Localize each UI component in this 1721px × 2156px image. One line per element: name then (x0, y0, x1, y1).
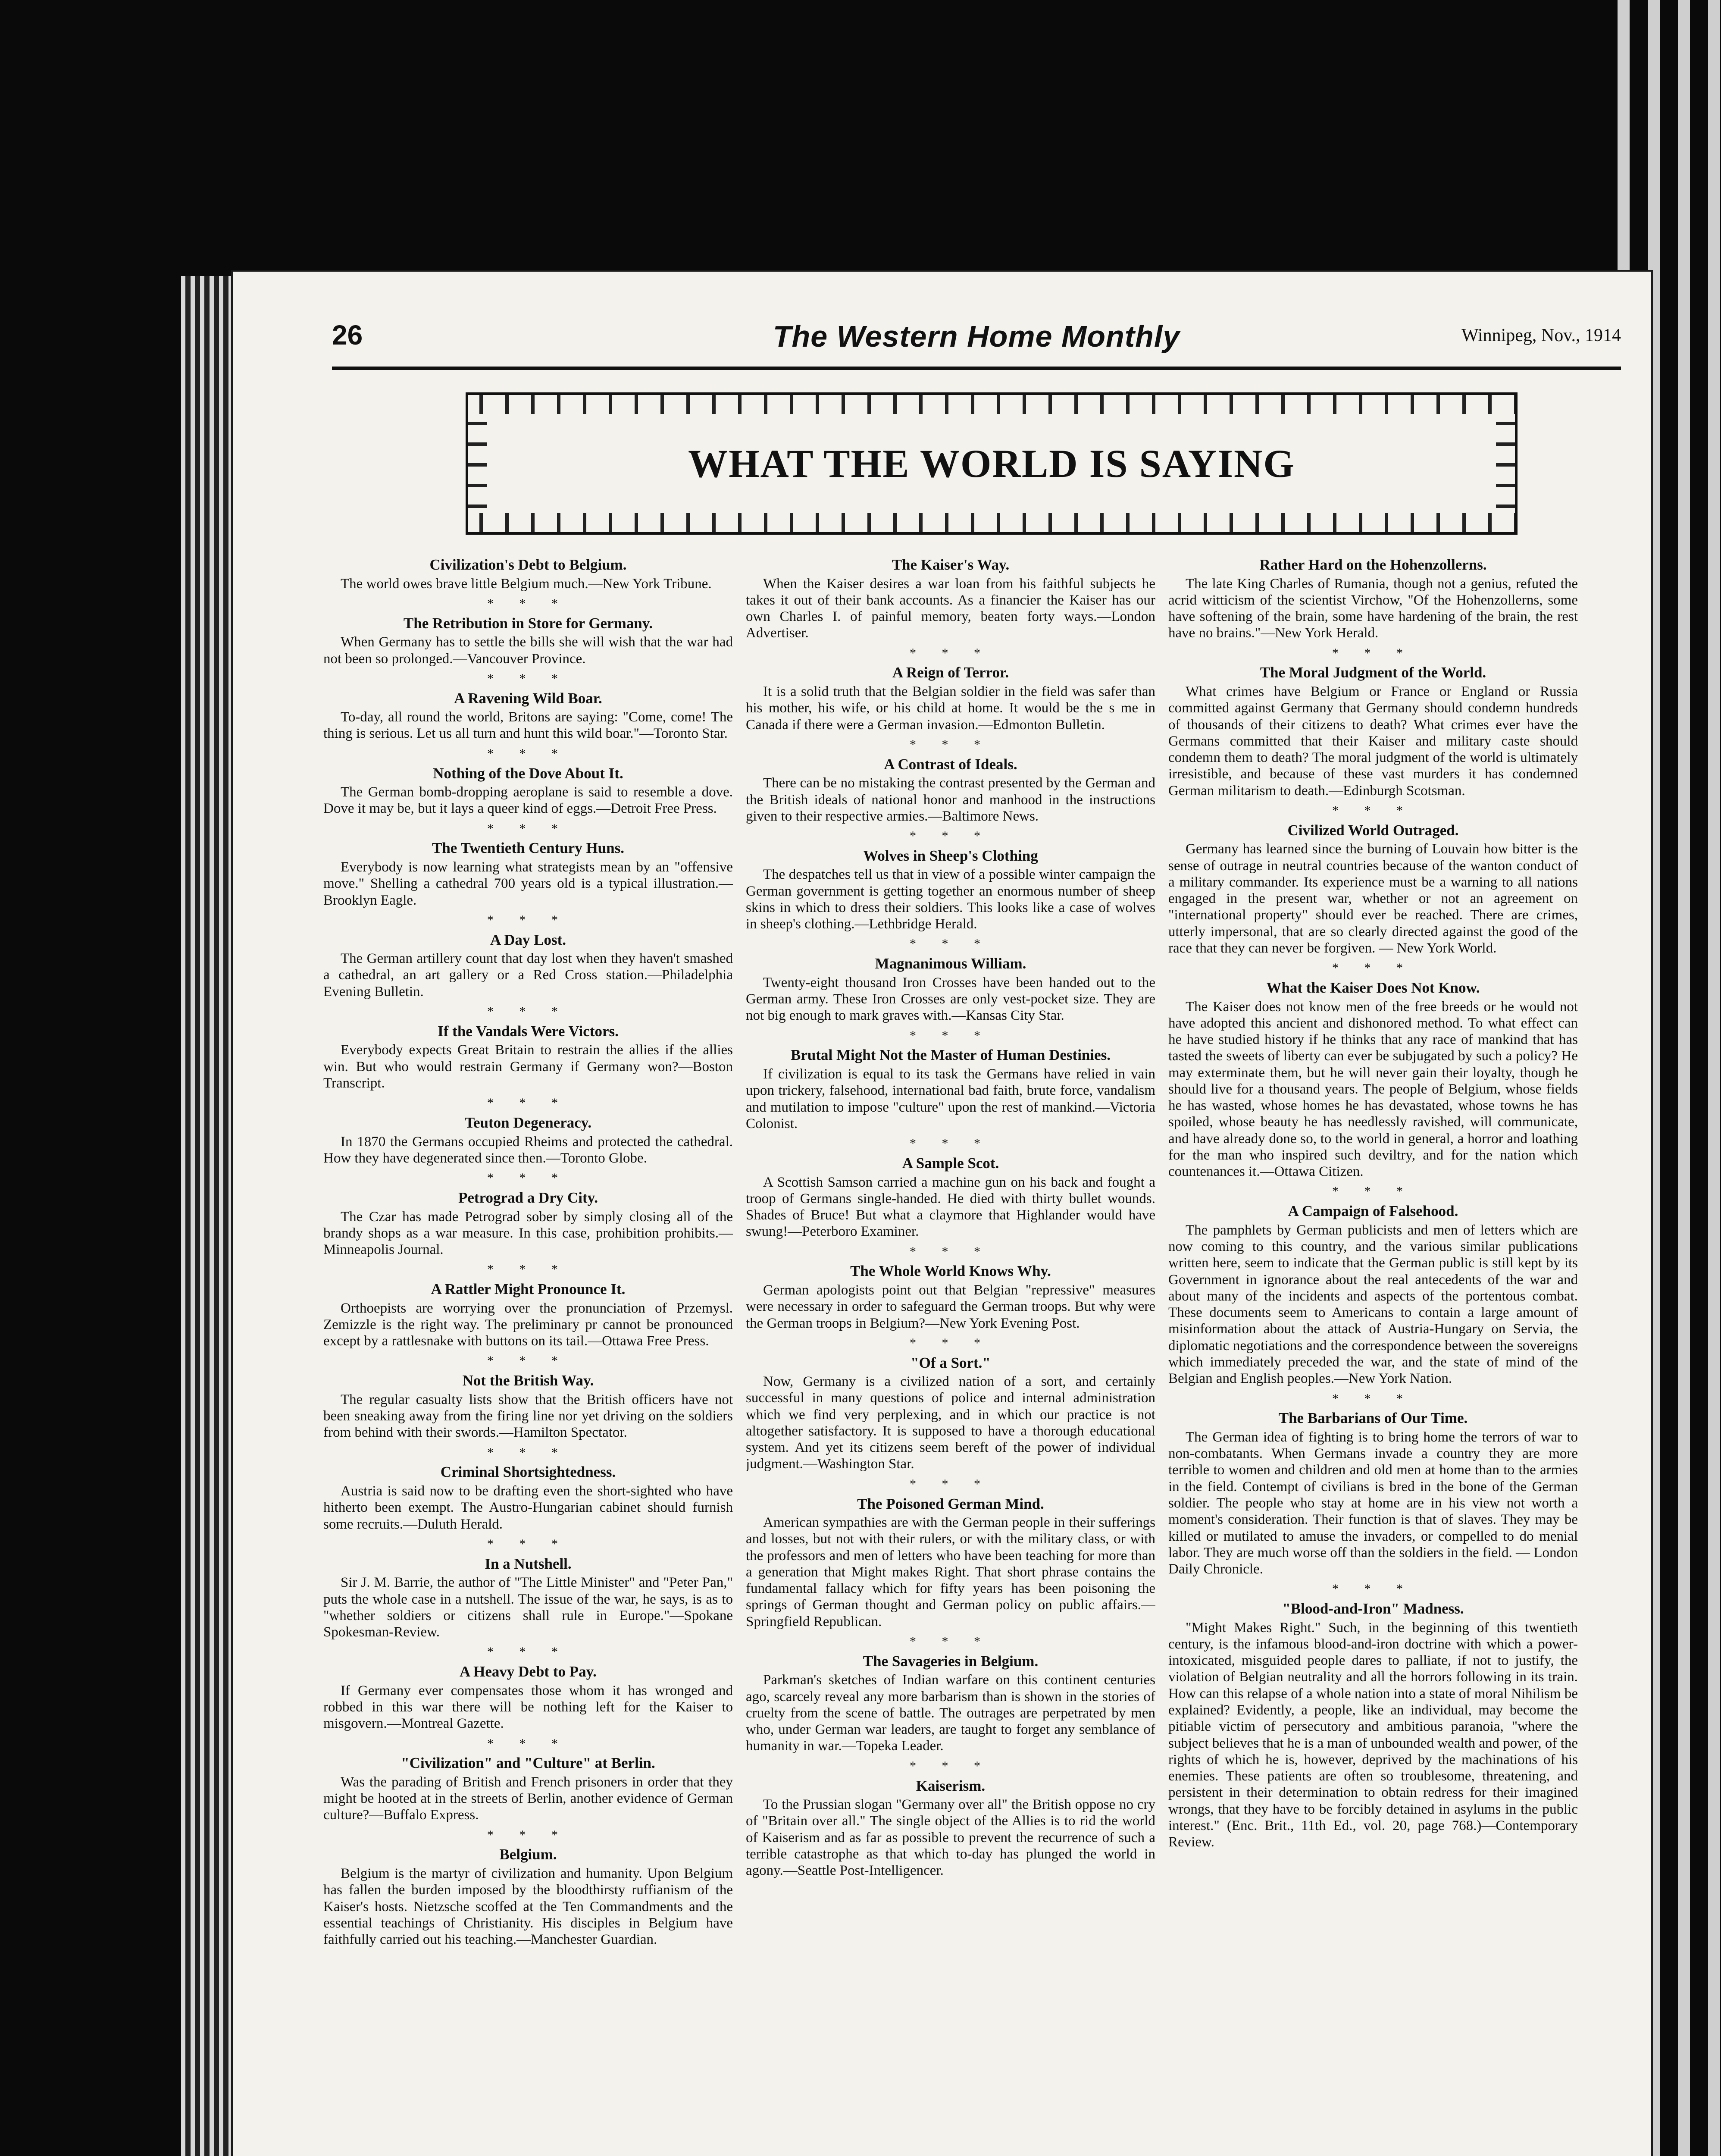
article-item (323, 1114, 733, 1166)
article-heading: Magnanimous William. (875, 955, 1026, 972)
article-item (323, 1281, 733, 1349)
separator-stars: * * * (487, 596, 569, 611)
article-body: Sir J. M. Barrie, the author of "The Little Minister" and "Peter Pan," puts the whole case in a nutshell. The issue of the war, he says, is as to "whether soldiers or citizens shall rule in Europe."—Spokane Spokesman-Review. (323, 1575, 733, 1640)
article-item (746, 1777, 1155, 1879)
article-item (323, 765, 733, 817)
column-2 (746, 556, 1155, 2156)
article-heading: If the Vandals Were Victors. (438, 1022, 619, 1040)
article-heading: Criminal Shortsightedness. (440, 1463, 616, 1481)
article-body: The late King Charles of Rumania, though not a genius, refuted the acrid witticism of the scientist Virchow, "Of the Hohenzollerns, some have softening of the brain, some have hardening of the brain, the rest have no brains."—New York Herald. (1168, 576, 1578, 641)
article-heading: Wolves in Sheep's Clothing (863, 847, 1038, 864)
separator-stars: * * * (487, 1171, 569, 1185)
article-heading: The Kaiser's Way. (892, 556, 1010, 573)
article-heading: A Day Lost. (490, 931, 566, 948)
article-body: There can be no mistaking the contrast presented by the German and the British ideals of national honor and manhood in the instructions given to their respective armies.—Baltimore News. (746, 775, 1155, 824)
masthead (332, 319, 1621, 370)
article-item (323, 1846, 733, 1948)
article-body: The German artillery count that day lost when they haven't smashed a cathedral, an art gallery or a Red Cross station.—Philadelphia Evening Bulletin. (323, 951, 733, 1000)
article-item (1168, 822, 1578, 956)
article-item (746, 1155, 1155, 1240)
article-heading: "Blood-and-Iron" Madness. (1282, 1600, 1464, 1617)
separator-stars: * * * (487, 671, 569, 686)
article-item (746, 556, 1155, 642)
separator-stars: * * * (487, 1736, 569, 1751)
article-item (1168, 1600, 1578, 1850)
separator-stars: * * * (910, 1476, 992, 1491)
separator-stars: * * * (910, 1244, 992, 1259)
separator-stars: * * * (487, 1354, 569, 1368)
article-item (323, 840, 733, 908)
article-body: Was the parading of British and French prisoners in order that they might be hooted at in the streets of Berlin, another evidence of German culture?—Buffalo Express. (323, 1774, 733, 1823)
article-body: What crimes have Belgium or France or England or Russia committed against Germany that Germany should condemn hundreds of thousands of their citizens to death? What crimes ever have the Germans committed that their Kaiser and military caste should condemn them to death? The moral judgment of the world is ultimately irresistible, and because of these vast murders it has condemned German militarism to death.—Edinburgh Scotsman. (1168, 684, 1578, 799)
article-heading: The Barbarians of Our Time. (1278, 1410, 1468, 1427)
article-item (323, 690, 733, 742)
article-item (323, 1023, 733, 1091)
separator-stars: * * * (910, 646, 992, 660)
separator-stars: * * * (487, 1445, 569, 1460)
separator-stars: * * * (487, 1262, 569, 1277)
page-number: 26 (332, 320, 363, 351)
separator-stars: * * * (910, 829, 992, 843)
article-heading: Not the British Way. (462, 1372, 594, 1389)
article-item (1168, 1410, 1578, 1577)
article-heading: The Whole World Knows Why. (850, 1263, 1051, 1280)
article-body: American sympathies are with the German people in their sufferings and losses, but not with their rulers, or with the military class, or with the professors and men of letters who have been teaching for more than a generation that Might makes Right. That short phrase contains the fundamental fallacy which for fifty years has been poisoning the springs of German thought and German policy on public affairs.—Springfield Republican. (746, 1515, 1155, 1630)
article-heading: Belgium. (499, 1846, 557, 1863)
separator-stars: * * * (1332, 803, 1414, 818)
article-body: The Kaiser does not know men of the free breeds or he would not have adopted this ancient and dishonored method. To what effect can he have studied history if he thinks that any race of mankind that has tasted the sweets of liberty can ever be subjugated by such a policy? He may exterminate them, but he will never gain their loyalty, though he should live for a thousand years. The people of Belgium, whose fields he has wasted, whose homes he has devastated, whose towns he has spoiled, whose beauty he has needlessly ravished, will communicate, and have already done so, to the world in general, a horror and loathing for the man who inspired such deviltry, and for the nation which countenances it.—Ottawa Citizen. (1168, 999, 1578, 1180)
article-heading: Kaiserism. (916, 1777, 986, 1794)
article-body: The world owes brave little Belgium much.—New York Tribune. (341, 576, 712, 592)
article-body: If Germany ever compensates those whom it has wronged and robbed in this war there will be nothing left for the Kaiser to misgovern.—Montreal Gazette. (323, 1683, 733, 1732)
article-body: To-day, all round the world, Britons are saying: "Come, come! The thing is serious. Let us all turn and hunt this wild boar."—Toronto Star. (323, 709, 733, 742)
separator-stars: * * * (487, 821, 569, 836)
article-body: If civilization is equal to its task the Germans have relied in vain upon trickery, falsehood, international bad faith, brute force, vandalism and mutilation to impose "culture" upon the rest of mankind.—Victoria Colonist. (746, 1066, 1155, 1131)
separator-stars: * * * (487, 746, 569, 761)
magazine-page (233, 272, 1651, 2156)
article-item (746, 1047, 1155, 1132)
article-item (746, 847, 1155, 933)
article-item (323, 556, 733, 592)
separator-stars: * * * (487, 1536, 569, 1551)
article-body: In 1870 the Germans occupied Rheims and protected the cathedral. How they have degenerated since then.—Toronto Globe. (323, 1134, 733, 1166)
article-body: The Czar has made Petrograd sober by simply closing all of the brandy shops as a war measure. In this case, prohibition prohibits.—Minneapolis Journal. (323, 1209, 733, 1258)
separator-stars: * * * (487, 1645, 569, 1659)
article-body: The German idea of fighting is to bring home the terrors of war to non-combatants. When Germans invade a country they are more terrible to women and children and old men at home than to the armies in the field. Contempt of civilians is bred in the bone of the German soldier. The people who stay at home are in his view not worth a moment's consideration. Their function is that of slaves. They may be killed or mutilated to amuse the invaders, or compelled to do menial labor. They are much worse off than the soldiers in the field. — London Daily Chronicle. (1168, 1429, 1578, 1577)
separator-stars: * * * (1332, 1391, 1414, 1406)
article-item (323, 1555, 733, 1641)
article-heading: A Campaign of Falsehood. (1288, 1203, 1458, 1220)
article-body: "Might Makes Right." Such, in the beginning of this twentieth century, is the infamous blood-and-iron doctrine with which a power-intoxicated, misguided people dares to palliate, if not to justify, the violation of Belgian neutrality and all the horrors following in its train. How can this relapse of a whole nation into a state of moral Nihilism be explained? Evidently, a people, like an individual, may become the pitiable victim of persecutory and ambitious paranoia, "where the subject believes that he is a man of unbounded wealth and power, of the rights of which he is, however, deprived by the machinations of his enemies. These patients are often so troublesome, threatening, and persistent in their determination to obtain redress for their imagined wrongs, that they have to be forcibly detained in asylums in the public interest." (Enc. Brit., 11th Ed., vol. 20, page 768.)—Contemporary Review. (1168, 1620, 1578, 1850)
article-item (746, 756, 1155, 824)
article-heading: A Contrast of Ideals. (884, 755, 1017, 773)
article-heading: Nothing of the Dove About It. (433, 765, 623, 782)
article-item (746, 1263, 1155, 1331)
separator-stars: * * * (1332, 646, 1414, 660)
magazine-title: The Western Home Monthly (773, 320, 1180, 353)
article-heading: What the Kaiser Does Not Know. (1266, 979, 1480, 996)
article-body: To the Prussian slogan "Germany over all" the British oppose no cry of "Britain over all." The single object of the Allies is to rid the world of Kaiserism and as far as possible to prevent the recurrence of such a terrible catastrophe as that which to-day has plunged the world in agony.—Seattle Post-Intelligencer. (746, 1797, 1155, 1879)
article-body: Everybody is now learning what strategists mean by an "offensive move." Shelling a cathedral 700 years old is a typical illustration.—Brooklyn Eagle. (323, 859, 733, 908)
article-heading: The Savageries in Belgium. (863, 1652, 1039, 1670)
article-item (1168, 1203, 1578, 1387)
separator-stars: * * * (910, 1136, 992, 1151)
section-title: WHAT THE WORLD IS SAYING (688, 442, 1295, 486)
article-item (1168, 556, 1578, 642)
article-item (746, 664, 1155, 733)
separator-stars: * * * (487, 912, 569, 927)
separator-stars: * * * (910, 737, 992, 752)
article-item (1168, 664, 1578, 799)
separator-stars: * * * (910, 1634, 992, 1648)
article-body: Belgium is the martyr of civilization and humanity. Upon Belgium has fallen the burden imposed by the bloodthirsty ruffianism of the Kaiser's hosts. Nietzsche scoffed at the Ten Commandments and the essential teachings of Christianity. His disciples in Belgium have faithfully carried out his teaching.—Manchester Guardian. (323, 1866, 733, 1948)
article-body: Orthoepists are worrying over the pronunciation of Przemysl. Zemizzle is the right way. The preliminary pr cannot be pronounced except by a rattlesnake with buttons on its tail.—Ottawa Free Press. (323, 1300, 733, 1349)
article-body: Now, Germany is a civilized nation of a sort, and certainly successful in many questions of police and internal administration which we find very perplexing, and in which our practice is not altogether satisfactory. It is supposed to have a thorough educational system. And yet its citizens seem bereft of the power of individual judgment.—Washington Star. (746, 1374, 1155, 1472)
separator-stars: * * * (910, 1028, 992, 1043)
separator-stars: * * * (1332, 1582, 1414, 1596)
article-item (323, 615, 733, 667)
article-body: It is a solid truth that the Belgian soldier in the field was safer than his mother, his wife, or his child at home. It would be the s me in Canada if there were a German invasion.—Edmonton Bulletin. (746, 684, 1155, 733)
article-body: When the Kaiser desires a war loan from his faithful subjects he takes it out of their bank accounts. As a financier the Kaiser has our own Charles I. of painful memory, beaten forty ways.—London Advertiser. (746, 576, 1155, 641)
article-item (746, 1495, 1155, 1630)
article-body: Twenty-eight thousand Iron Crosses have been handed out to the German army. These Iron Crosses are only vest-pocket size. They are not big enough to mark graves with.—Kansas City Star. (746, 975, 1155, 1024)
article-heading: Brutal Might Not the Master of Human Destinies. (790, 1047, 1111, 1064)
article-heading: Petrograd a Dry City. (458, 1189, 598, 1206)
article-item (323, 1372, 733, 1441)
article-body: German apologists point out that Belgian "repressive" measures were necessary in order to safeguard the German troops. But why were the German troops in Belgium?—New York Evening Post. (746, 1282, 1155, 1331)
article-body: Austria is said now to be drafting even the short-sighted who have hitherto been exempt. The Austro-Hungarian cabinet should furnish some recruits.—Duluth Herald. (323, 1483, 733, 1532)
article-heading: Civilized World Outraged. (1287, 821, 1459, 839)
article-heading: The Moral Judgment of the World. (1260, 664, 1486, 681)
article-item (1168, 979, 1578, 1180)
article-heading: A Heavy Debt to Pay. (460, 1663, 597, 1680)
article-item (323, 1663, 733, 1732)
article-body: The regular casualty lists show that the British officers have not been sneaking away from the firing line nor yet driving on the soldiers from behind with their swords.—Hamilton Spectator. (323, 1391, 733, 1441)
separator-stars: * * * (487, 1827, 569, 1842)
article-item (323, 931, 733, 1000)
issue-date: Winnipeg, Nov., 1914 (1461, 326, 1621, 345)
article-item (323, 1463, 733, 1532)
column-1 (323, 556, 733, 2156)
column-3 (1168, 556, 1578, 2156)
article-item (323, 1755, 733, 1823)
article-body: The pamphlets by German publicists and men of letters which are now coming to this country, and the various similar publications written here, seem to indicate that the German public is still kept by its Government in ignorance about the real antecedents of the war and about many of the incidents and aspects of the portentous combat. These documents seem to Americans to contain a large amount of misinformation about the attack of Austria-Hungary on Servia, the diplomatic negotiations and the correspondence between the sovereigns which immediately preceded the war, and the state of mind of the Belgian and English peoples.—New York Nation. (1168, 1222, 1578, 1387)
separator-stars: * * * (910, 937, 992, 951)
article-heading: A Ravening Wild Boar. (454, 689, 602, 707)
article-item (746, 1653, 1155, 1755)
article-heading: A Reign of Terror. (892, 664, 1009, 681)
section-title-box (466, 392, 1518, 535)
article-heading: In a Nutshell. (485, 1555, 572, 1572)
article-body: Germany has learned since the burning of Louvain how bitter is the sense of outrage in neutral countries because of the wanton conduct of a military commander. Its experience must be a warning to all nations engaged in the present war, whether or not an agreement on "international property" should ever be reached. There are crimes, utterly impersonal, that are so clearly directed against the good of the race that they can never be forgiven. — New York World. (1168, 841, 1578, 956)
article-heading: The Twentieth Century Huns. (432, 840, 624, 857)
article-heading: Teuton Degeneracy. (464, 1114, 592, 1131)
article-body: A Scottish Samson carried a machine gun on his back and fought a troop of Germans single-handed. He died with thirty bullet wounds. Shades of Bruce! But what a claymore that Highlander would have swung!—Peterboro Examiner. (746, 1174, 1155, 1240)
separator-stars: * * * (487, 1004, 569, 1018)
separator-stars: * * * (1332, 1184, 1414, 1199)
article-body: Everybody expects Great Britain to restrain the allies if the allies win. But who would restrain Germany if Germany won?—Boston Transcript. (323, 1042, 733, 1091)
separator-stars: * * * (910, 1335, 992, 1350)
article-heading: Rather Hard on the Hohenzollerns. (1259, 556, 1487, 573)
article-item (746, 955, 1155, 1024)
separator-stars: * * * (910, 1758, 992, 1773)
article-heading: A Sample Scot. (902, 1154, 999, 1172)
article-heading: Civilization's Debt to Belgium. (429, 556, 627, 573)
article-heading: "Of a Sort." (911, 1354, 991, 1371)
separator-stars: * * * (487, 1096, 569, 1110)
article-heading: A Rattler Might Pronounce It. (431, 1281, 626, 1298)
separator-stars: * * * (1332, 961, 1414, 975)
article-body: The German bomb-dropping aeroplane is said to resemble a dove. Dove it may be, but it lays a queer kind of eggs.—Detroit Free Press. (323, 784, 733, 817)
article-body: Parkman's sketches of Indian warfare on this continent centuries ago, scarcely reveal any more barbarism than is shown in the stories of cruelty from the scene of battle. The outrages are perpetrated by men who, under German war leaders, are taught to forget any semblance of humanity in war.—Topeka Leader. (746, 1672, 1155, 1754)
article-heading: "Civilization" and "Culture" at Berlin. (401, 1755, 655, 1772)
article-heading: The Poisoned German Mind. (857, 1495, 1044, 1512)
article-body: The despatches tell us that in view of a possible winter campaign the German government is getting together an enormous number of sheep skins in which to dress their soldiers. This looks like a case of wolves in sheep's clothing.—Lethbridge Herald. (746, 867, 1155, 932)
article-body: When Germany has to settle the bills she will wish that the war had not been so prolonged.—Vancouver Province. (323, 634, 733, 667)
article-heading: The Retribution in Store for Germany. (403, 614, 653, 632)
article-item (746, 1354, 1155, 1473)
article-item (323, 1189, 733, 1258)
page-stack-edge (181, 276, 233, 2156)
